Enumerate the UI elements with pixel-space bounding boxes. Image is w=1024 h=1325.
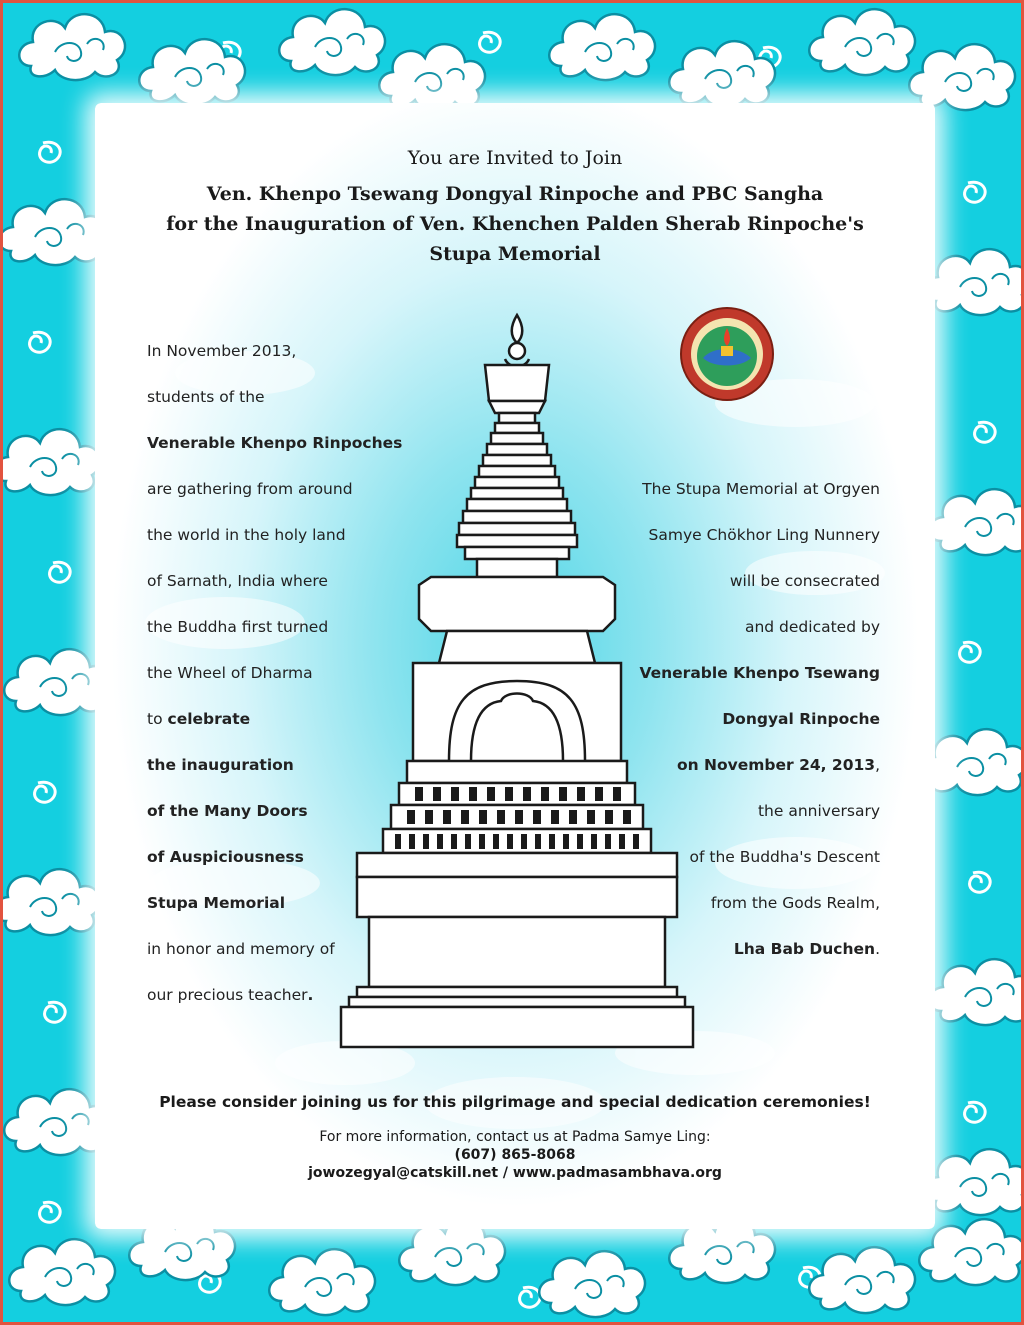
right-column-line	[677, 755, 880, 775]
left-column-line	[147, 433, 402, 453]
left-column-line	[147, 985, 313, 1005]
left-column-line	[147, 479, 353, 499]
right-column-line	[639, 663, 880, 683]
text-span: Venerable Khenpo Rinpoches	[147, 434, 403, 452]
text-span: the inauguration	[147, 756, 294, 774]
text-span: of the Many Doors	[147, 802, 308, 820]
text-span: our precious teacher	[147, 986, 308, 1004]
right-column-line	[734, 939, 880, 959]
right-column-line	[649, 525, 880, 545]
left-column-line	[147, 709, 250, 729]
phone-number: (607) 865-8068	[454, 1147, 576, 1163]
text-span: Stupa Memorial	[147, 894, 286, 912]
invitation-panel	[95, 103, 935, 1229]
left-column-line	[147, 387, 265, 407]
invitation-line: You are Invited to Join	[407, 147, 623, 169]
contact-intro: For more information, contact us at Padma Samye Ling:	[319, 1129, 711, 1145]
text-span: are gathering from around	[147, 480, 353, 498]
text-span: celebrate	[167, 710, 251, 728]
text-span: .	[875, 940, 880, 958]
right-column-line	[722, 709, 880, 729]
text-span: the anniversary	[757, 802, 880, 820]
text-span: the Buddha first turned	[147, 618, 329, 636]
right-column-line	[690, 847, 880, 867]
text-span: from the Gods Realm,	[710, 894, 880, 912]
text-span: The Stupa Memorial at Orgyen	[642, 480, 880, 498]
text-span: of Auspiciousness	[147, 848, 304, 866]
right-column-line	[758, 801, 880, 821]
text-span: In November 2013,	[147, 342, 297, 360]
right-column-line	[745, 617, 880, 637]
left-column-line	[147, 525, 346, 545]
left-column-line	[147, 341, 296, 361]
text-span: will be consecrated	[729, 572, 880, 590]
text-span: of the Buddha's Descent	[689, 848, 880, 866]
right-column-line	[642, 479, 880, 499]
headline-line-1: Ven. Khenpo Tsewang Dongyal Rinpoche and PBC Sangha	[206, 183, 824, 205]
text-span: in honor and memory of	[147, 940, 335, 958]
left-column-line	[147, 801, 308, 821]
text-span: and dedicated by	[744, 618, 880, 636]
text-span: on November 24, 2013	[676, 756, 876, 774]
left-column-line	[147, 755, 294, 775]
text-span: students of the	[147, 388, 265, 406]
left-column-line	[147, 893, 285, 913]
padmasambhava-logo	[679, 306, 775, 402]
join-appeal: Please consider joining us for this pilgrimage and special dedication ceremonies!	[159, 1093, 871, 1111]
right-column-line	[730, 571, 880, 591]
text-span: ,	[875, 756, 880, 774]
text-span: the Wheel of Dharma	[147, 664, 313, 682]
text-span: Venerable Khenpo Tsewang	[639, 664, 880, 682]
text-span: Samye Chökhor Ling Nunnery	[648, 526, 880, 544]
left-column-line	[147, 939, 335, 959]
text-span: of Sarnath, India where	[147, 572, 328, 590]
left-column-line	[147, 617, 328, 637]
text-span: .	[307, 986, 314, 1004]
text-span: Lha Bab Duchen	[733, 940, 876, 958]
text-span: to	[147, 710, 168, 728]
left-column-line	[147, 663, 313, 683]
right-column-line	[711, 893, 880, 913]
text-span: Dongyal Rinpoche	[722, 710, 880, 728]
text-span: the world in the holy land	[147, 526, 346, 544]
headline-line-3: Stupa Memorial	[429, 243, 601, 265]
left-column-line	[147, 847, 304, 867]
left-column-line	[147, 571, 328, 591]
contact-links: jowozegyal@catskill.net / www.padmasambhava.org	[308, 1165, 722, 1181]
headline-line-2: for the Inauguration of Ven. Khenchen Palden Sherab Rinpoche's	[166, 213, 864, 235]
